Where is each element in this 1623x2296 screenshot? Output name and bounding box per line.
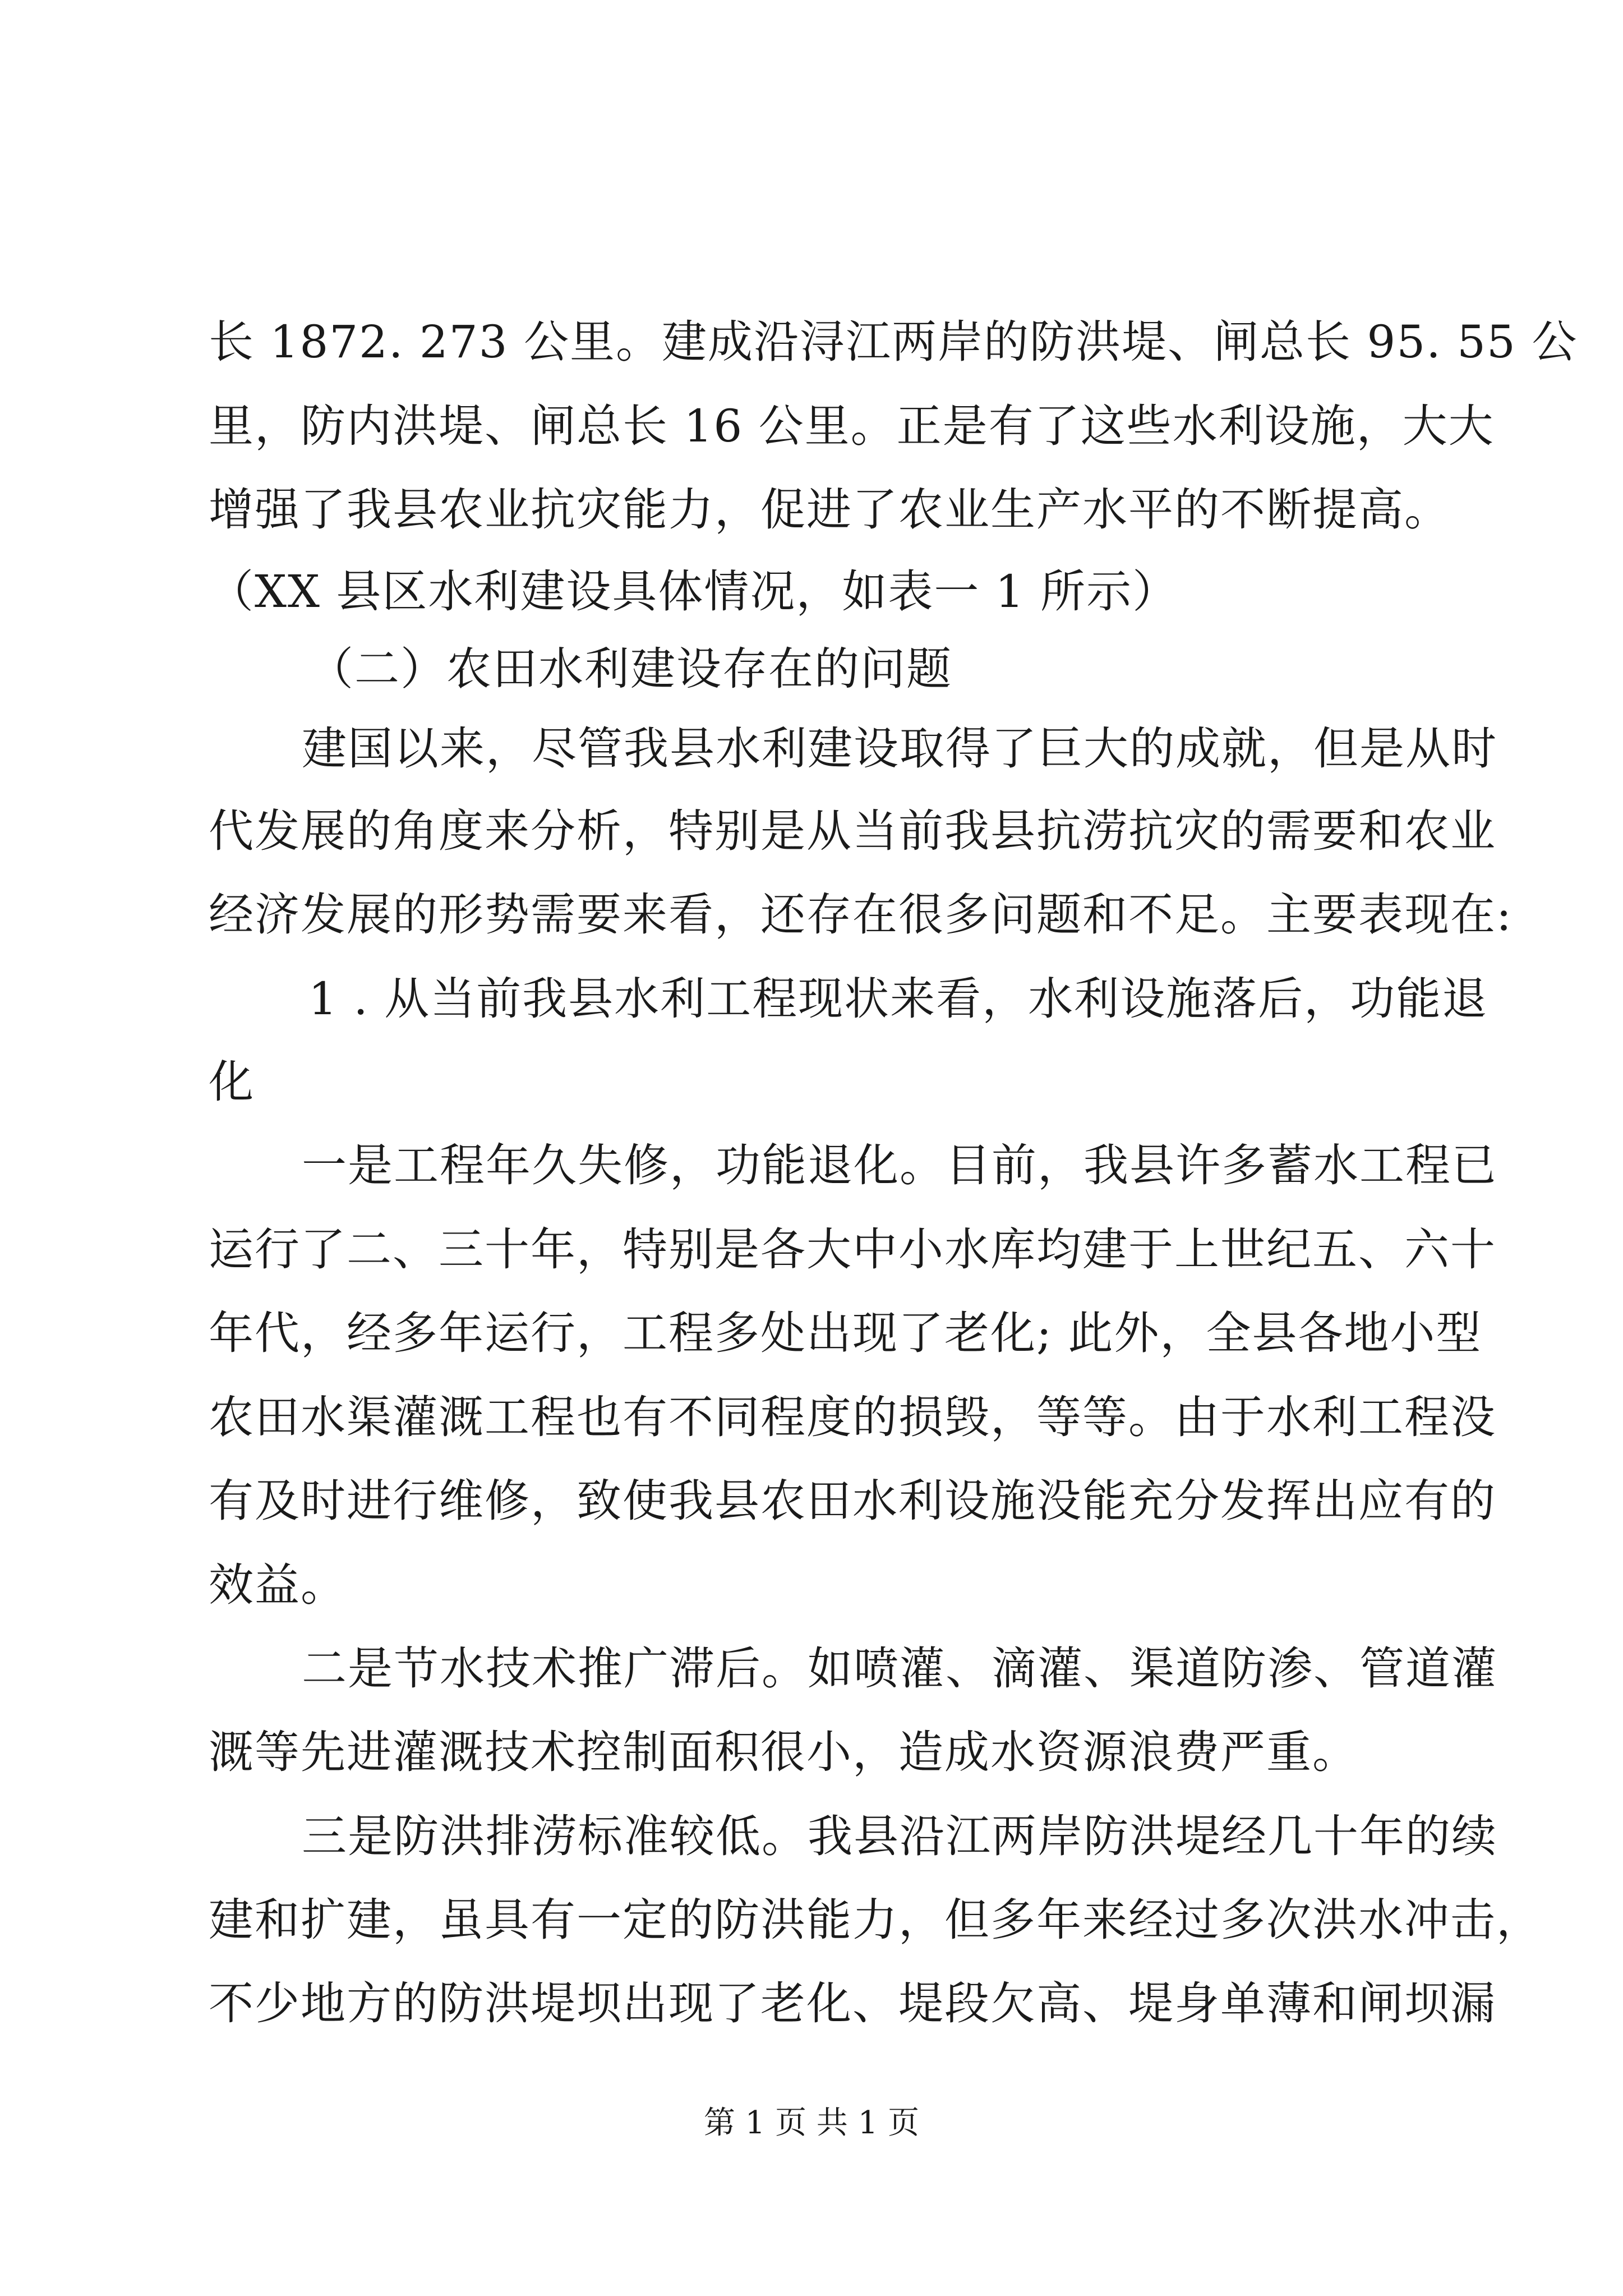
body-line-19: 三是防洪排涝标准较低。我县沿江两岸防洪堤经几十年的续 <box>302 1810 1497 1862</box>
body-line-6: 建国以来，尽管我县水利建设取得了巨大的成就，但是从时 <box>302 723 1497 775</box>
body-line-14: 农田水渠灌溉工程也有不同程度的损毁，等等。由于水利工程没 <box>209 1391 1496 1443</box>
body-line-2: 里，防内洪堤、闸总长 16 公里。正是有了这些水利设施，大大 <box>209 400 1495 452</box>
body-line-11: 一是工程年久失修，功能退化。目前，我县许多蓄水工程已 <box>302 1139 1497 1191</box>
page-number-footer: 第 1 页 共 1 页 <box>703 2105 920 2141</box>
body-line-8: 经济发展的形势需要来看，还存在很多问题和不足。主要表现在: <box>209 889 1513 941</box>
body-line-15: 有及时进行维修，致使我县农田水利设施没能充分发挥出应有的 <box>209 1475 1496 1527</box>
body-line-16: 效益。 <box>209 1559 347 1611</box>
body-line-21: 不少地方的防洪堤坝出现了老化、堤段欠高、堤身单薄和闸坝漏 <box>209 1977 1496 2030</box>
body-line-20: 建和扩建，虽具有一定的防洪能力，但多年来经过多次洪水冲击， <box>209 1894 1542 1946</box>
body-line-12: 运行了二、三十年，特别是各大中小水库均建于上世纪五、六十 <box>209 1223 1496 1276</box>
body-line-18: 溉等先进灌溉技术控制面积很小，造成水资源浪费严重。 <box>209 1726 1358 1778</box>
section-heading: （二）农田水利建设存在的问题 <box>308 643 952 695</box>
body-line-7: 代发展的角度来分析，特别是从当前我县抗涝抗灾的需要和农业 <box>209 805 1496 857</box>
subheading-line-1: 1 . 从当前我县水利工程现状来看，水利设施落后，功能退 <box>308 973 1488 1025</box>
body-line-4: （XX 县区水利建设具体情况，如表一 1 所示） <box>209 565 1179 618</box>
body-line-3: 增强了我县农业抗灾能力，促进了农业生产水平的不断提高。 <box>209 484 1450 536</box>
subheading-line-2: 化 <box>209 1056 255 1108</box>
body-line-1: 长 1872. 273 公里。建成沿浔江两岸的防洪堤、闸总长 95. 55 公 <box>209 316 1578 368</box>
body-line-13: 年代，经多年运行，工程多处出现了老化; 此外，全县各地小型 <box>209 1307 1482 1359</box>
body-line-17: 二是节水技术推广滞后。如喷灌、滴灌、渠道防渗、管道灌 <box>302 1642 1497 1695</box>
